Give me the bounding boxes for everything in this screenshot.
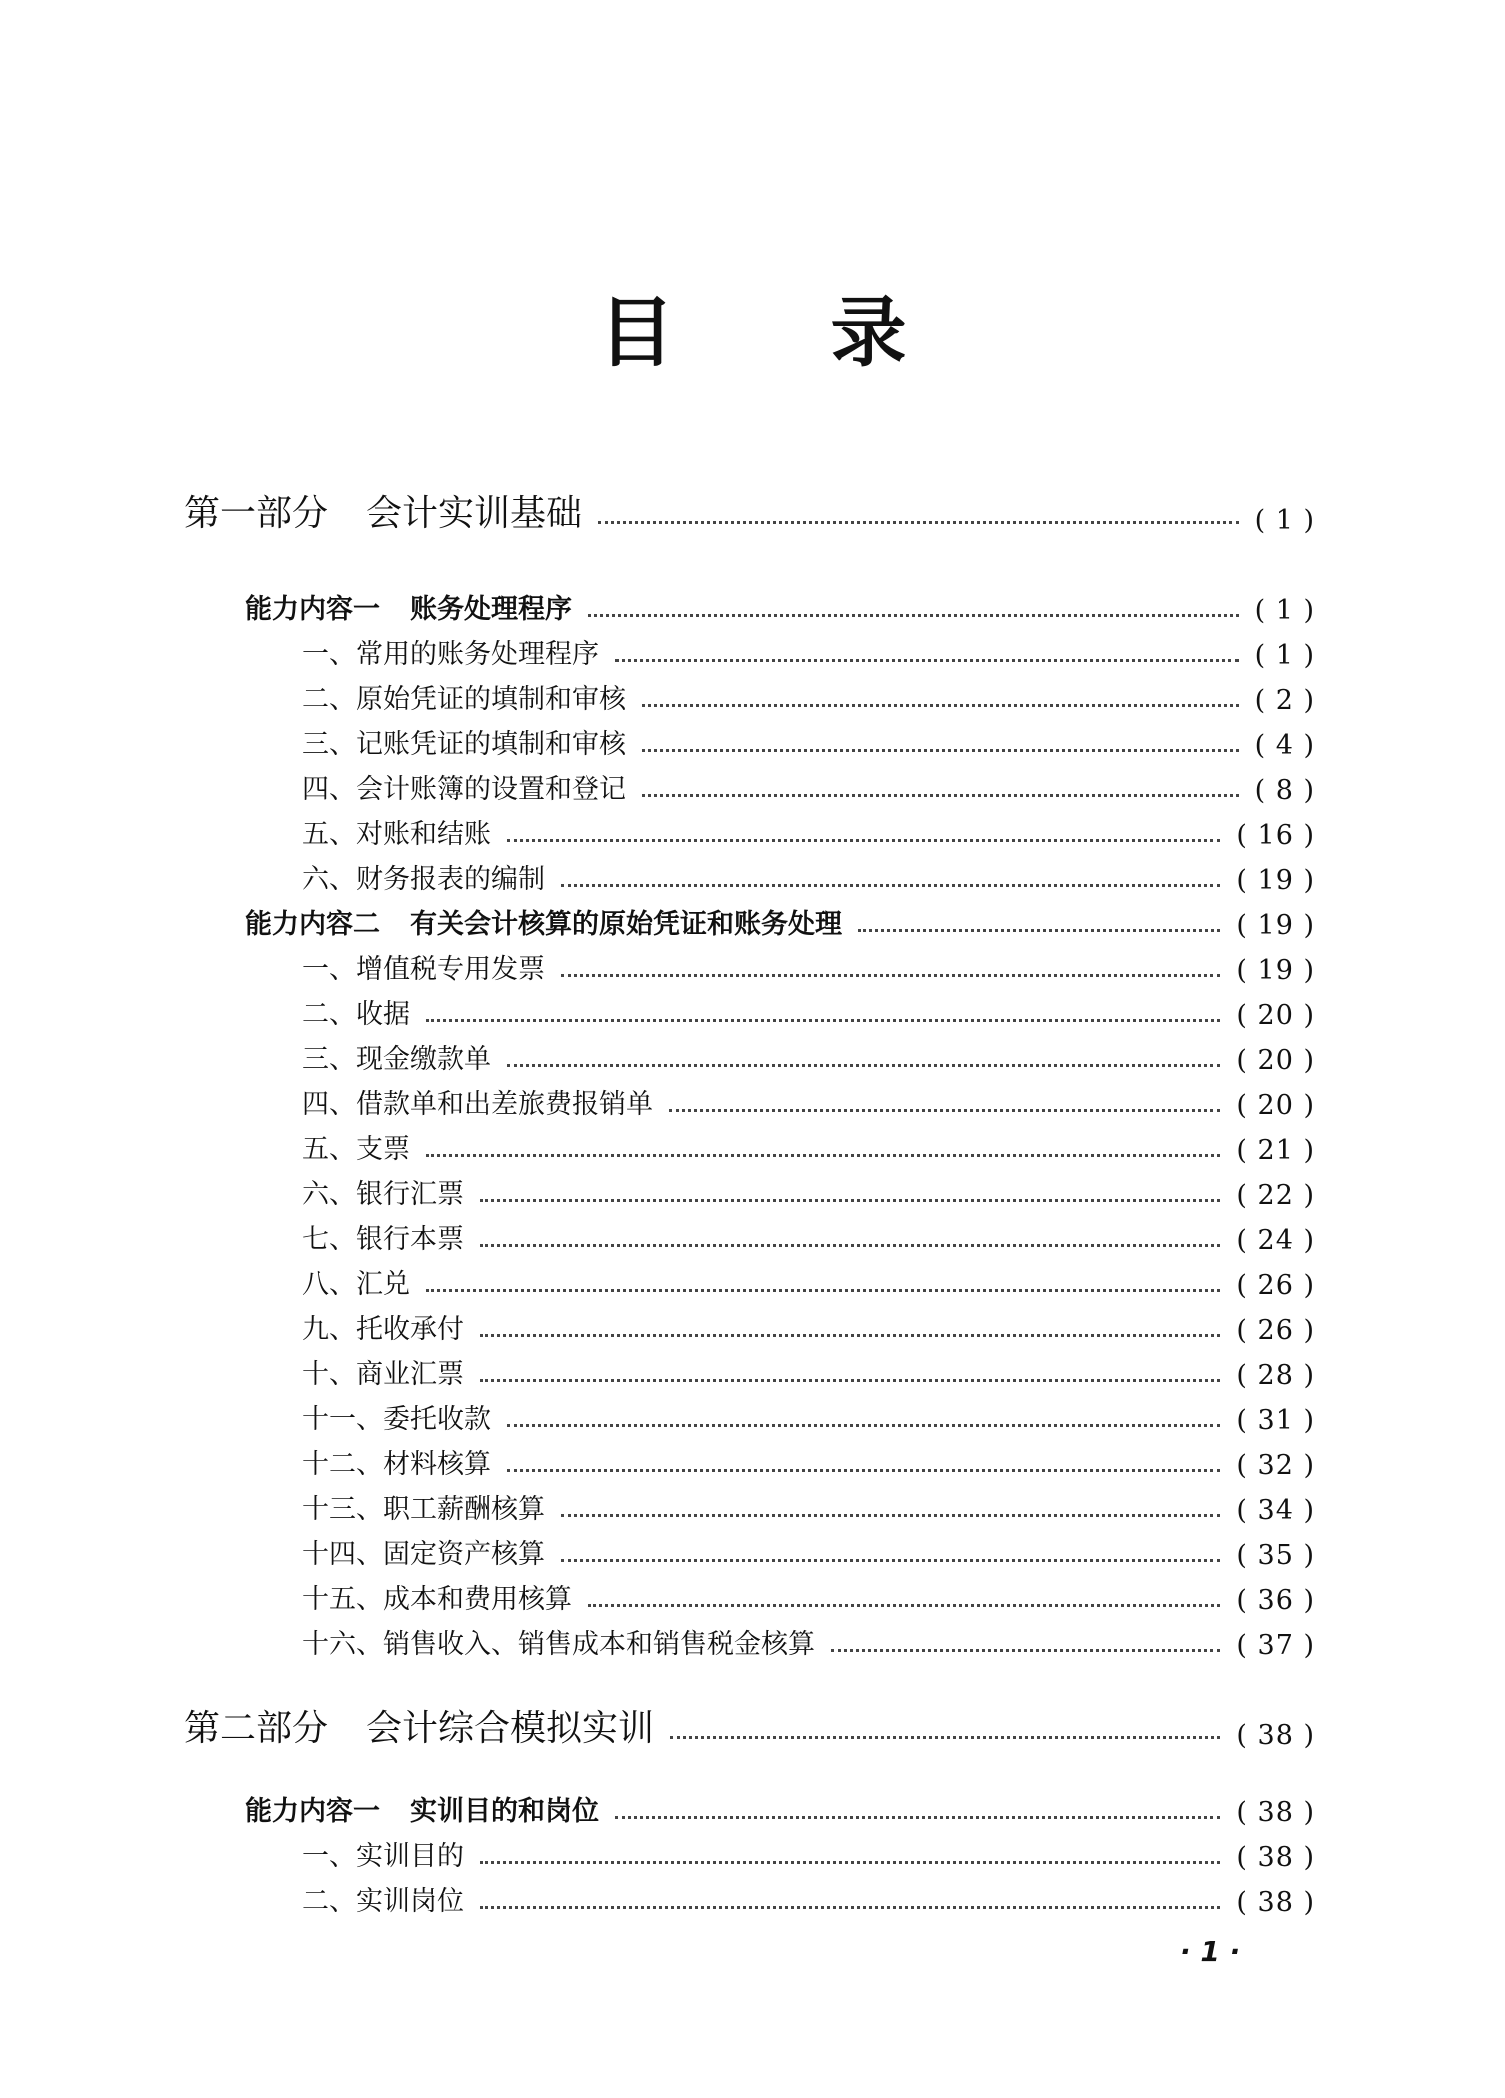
dot-leader	[588, 614, 1239, 617]
toc-page-number: ( 31 )	[1236, 1405, 1315, 1436]
dot-leader	[670, 1736, 1220, 1739]
toc-page-number: ( 20 )	[1236, 1090, 1315, 1121]
toc-item-label: 五、对账和结账	[302, 819, 491, 850]
dot-leader	[480, 1379, 1220, 1382]
toc-page-number: ( 1 )	[1254, 505, 1315, 536]
toc-item[interactable]	[302, 1580, 1315, 1616]
dot-leader	[642, 794, 1239, 797]
toc-page-number: ( 35 )	[1236, 1540, 1315, 1571]
toc-item[interactable]	[302, 1445, 1315, 1481]
toc-page-number: ( 34 )	[1236, 1495, 1315, 1526]
toc-page-number: ( 28 )	[1236, 1360, 1315, 1391]
toc-item-label: 五、支票	[302, 1134, 410, 1165]
toc-item[interactable]	[302, 995, 1315, 1031]
dot-leader	[615, 1816, 1220, 1819]
toc-item-label: 二、原始凭证的填制和审核	[302, 684, 626, 715]
toc-page-number: ( 16 )	[1236, 820, 1315, 851]
dot-leader	[507, 1064, 1220, 1067]
dot-leader	[507, 1469, 1220, 1472]
page-title-char: 录	[830, 288, 907, 377]
toc-item-label: 十四、固定资产核算	[302, 1539, 545, 1570]
toc-item-label: 九、托收承付	[302, 1314, 464, 1345]
toc-module-1-1[interactable]	[245, 590, 1315, 626]
toc-item[interactable]	[302, 1837, 1315, 1873]
toc-page-number: ( 1 )	[1254, 595, 1315, 626]
toc-page-number: ( 38 )	[1236, 1887, 1315, 1918]
toc-page-number: ( 19 )	[1236, 955, 1315, 986]
toc-item[interactable]	[302, 725, 1315, 761]
toc-item-label: 一、实训目的	[302, 1841, 464, 1872]
toc-part-label: 第二部分 会计综合模拟实训	[184, 1708, 655, 1749]
dot-leader	[507, 1424, 1220, 1427]
toc-item-label: 六、银行汇票	[302, 1179, 464, 1210]
dot-leader	[426, 1019, 1220, 1022]
toc-item-label: 十五、成本和费用核算	[302, 1584, 572, 1615]
dot-leader	[561, 884, 1220, 887]
dot-leader	[588, 1604, 1220, 1607]
toc-item[interactable]	[302, 1310, 1315, 1346]
toc-item[interactable]	[302, 680, 1315, 716]
toc-item[interactable]	[302, 1355, 1315, 1391]
toc-item[interactable]	[302, 1535, 1315, 1571]
toc-page-number: ( 26 )	[1236, 1270, 1315, 1301]
dot-leader	[561, 1559, 1220, 1562]
page-number-folio: · 1 ·	[1180, 1935, 1241, 1968]
toc-page-number: ( 36 )	[1236, 1585, 1315, 1616]
toc-page-number: ( 19 )	[1236, 910, 1315, 941]
dot-leader	[642, 704, 1239, 707]
toc-page-number: ( 2 )	[1254, 685, 1315, 716]
toc-item-label: 一、增值税专用发票	[302, 954, 545, 985]
dot-leader	[561, 974, 1220, 977]
toc-item[interactable]	[302, 815, 1315, 851]
toc-item-label: 四、借款单和出差旅费报销单	[302, 1089, 653, 1120]
dot-leader	[480, 1334, 1220, 1337]
toc-page-number: ( 1 )	[1254, 640, 1315, 671]
toc-item[interactable]	[302, 635, 1315, 671]
toc-item[interactable]	[302, 1040, 1315, 1076]
dot-leader	[480, 1199, 1220, 1202]
toc-module-2-1[interactable]	[245, 1792, 1315, 1828]
toc-module-1-2[interactable]	[245, 905, 1315, 941]
toc-part-1[interactable]	[184, 490, 1315, 536]
dot-leader	[669, 1109, 1220, 1112]
toc-page-number: ( 24 )	[1236, 1225, 1315, 1256]
toc-item-label: 三、现金缴款单	[302, 1044, 491, 1075]
toc-module-label: 能力内容二 有关会计核算的原始凭证和账务处理	[245, 909, 842, 940]
dot-leader	[507, 839, 1220, 842]
toc-item-label: 三、记账凭证的填制和审核	[302, 729, 626, 760]
toc-item[interactable]	[302, 1882, 1315, 1918]
dot-leader	[426, 1289, 1220, 1292]
toc-page-number: ( 38 )	[1236, 1797, 1315, 1828]
toc-item-label: 四、会计账簿的设置和登记	[302, 774, 626, 805]
toc-part-2[interactable]	[184, 1705, 1315, 1751]
toc-item[interactable]	[302, 770, 1315, 806]
dot-leader	[858, 929, 1220, 932]
toc-item[interactable]	[302, 950, 1315, 986]
toc-item[interactable]	[302, 860, 1315, 896]
toc-page-number: ( 20 )	[1236, 1045, 1315, 1076]
page-title-char: 目	[598, 288, 675, 377]
dot-leader	[480, 1244, 1220, 1247]
toc-page-number: ( 21 )	[1236, 1135, 1315, 1166]
toc-module-label: 能力内容一 账务处理程序	[245, 594, 572, 625]
toc-item[interactable]	[302, 1625, 1315, 1661]
toc-item-label: 十三、职工薪酬核算	[302, 1494, 545, 1525]
toc-item[interactable]	[302, 1490, 1315, 1526]
toc-page-number: ( 8 )	[1254, 775, 1315, 806]
toc-item-label: 二、实训岗位	[302, 1886, 464, 1917]
toc-page-number: ( 32 )	[1236, 1450, 1315, 1481]
toc-page-number: ( 20 )	[1236, 1000, 1315, 1031]
toc-part-label: 第一部分 会计实训基础	[184, 493, 583, 534]
toc-item[interactable]	[302, 1175, 1315, 1211]
toc-item[interactable]	[302, 1220, 1315, 1256]
toc-item-label: 六、财务报表的编制	[302, 864, 545, 895]
toc-page-number: ( 37 )	[1236, 1630, 1315, 1661]
toc-item-label: 八、汇兑	[302, 1269, 410, 1300]
dot-leader	[598, 521, 1239, 524]
toc-item-label: 十一、委托收款	[302, 1404, 491, 1435]
dot-leader	[642, 749, 1239, 752]
toc-module-label: 能力内容一 实训目的和岗位	[245, 1796, 599, 1827]
toc-item-label: 二、收据	[302, 999, 410, 1030]
dot-leader	[831, 1649, 1220, 1652]
page-title	[0, 288, 1505, 378]
dot-leader	[426, 1154, 1220, 1157]
toc-page-number: ( 19 )	[1236, 865, 1315, 896]
toc-item[interactable]	[302, 1265, 1315, 1301]
toc-item-label: 十六、销售收入、销售成本和销售税金核算	[302, 1629, 815, 1660]
toc-item-label: 七、银行本票	[302, 1224, 464, 1255]
dot-leader	[480, 1861, 1220, 1864]
toc-item-label: 十、商业汇票	[302, 1359, 464, 1390]
toc-page-number: ( 4 )	[1254, 730, 1315, 761]
toc-page-number: ( 38 )	[1236, 1842, 1315, 1873]
dot-leader	[480, 1906, 1220, 1909]
toc-page-number: ( 26 )	[1236, 1315, 1315, 1346]
toc-item[interactable]	[302, 1130, 1315, 1166]
toc-item[interactable]	[302, 1085, 1315, 1121]
dot-leader	[615, 659, 1239, 662]
toc-item[interactable]	[302, 1400, 1315, 1436]
toc-item-label: 十二、材料核算	[302, 1449, 491, 1480]
toc-item-label: 一、常用的账务处理程序	[302, 639, 599, 670]
toc-page-number: ( 22 )	[1236, 1180, 1315, 1211]
toc-page-number: ( 38 )	[1236, 1720, 1315, 1751]
dot-leader	[561, 1514, 1220, 1517]
